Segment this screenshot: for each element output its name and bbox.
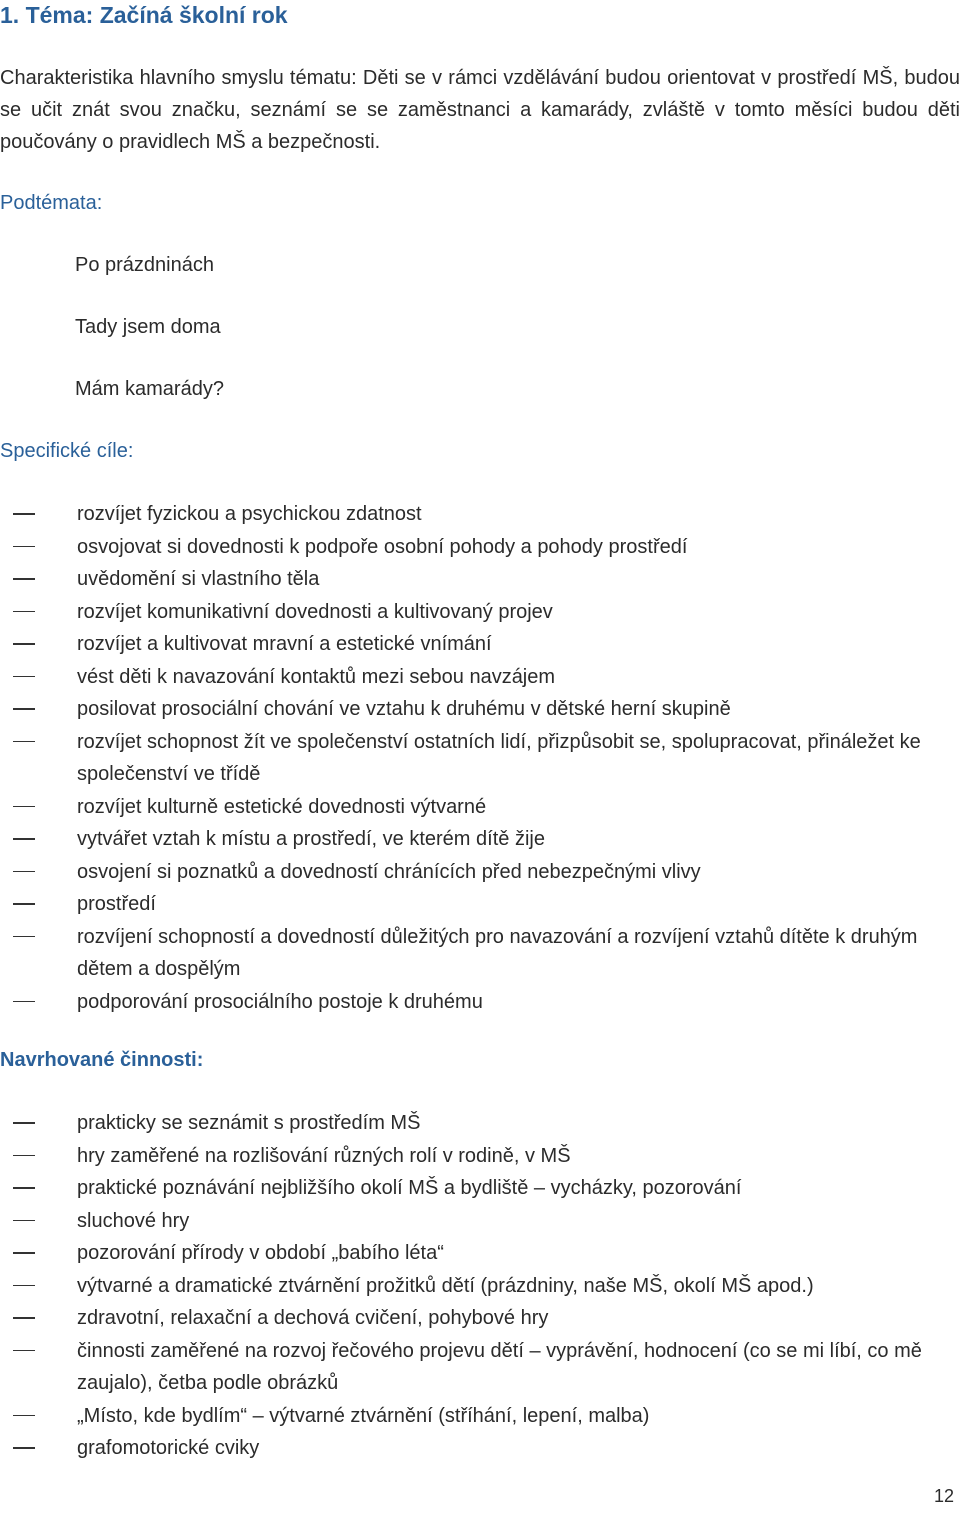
goal-item	[0, 921, 947, 986]
dash-bullet-icon	[13, 806, 35, 808]
dash-bullet-icon	[13, 1317, 35, 1319]
goal-text: rozvíjet schopnost žít ve společenství ostatních lidí, přizpůsobit se, spolupracovat, přináležet ke společenství ve třídě	[77, 730, 921, 785]
goal-item	[0, 531, 947, 564]
goal-item	[0, 791, 947, 824]
activity-text: praktické poznávání nejbližšího okolí MŠ a bydliště – vycházky, pozorování	[77, 1177, 742, 1199]
dash-bullet-icon	[13, 1220, 35, 1222]
activity-item	[0, 1270, 947, 1303]
dash-bullet-icon	[13, 903, 35, 905]
activity-text: výtvarné a dramatické ztvárnění prožitků dětí (prázdniny, naše MŠ, okolí MŠ apod.)	[77, 1274, 814, 1297]
dash-bullet-icon	[13, 838, 35, 840]
page-number: 12	[933, 1486, 954, 1506]
goal-text: vytvářet vztah k místu a prostředí, ve kterém dítě žije	[77, 828, 545, 850]
dash-bullet-icon	[13, 578, 35, 580]
activity-item	[0, 1400, 947, 1433]
activity-item	[0, 1172, 947, 1205]
activity-text: pozorování přírody v období „babího léta“	[77, 1242, 444, 1264]
activity-text: hry zaměřené na rozlišování různých rolí v rodině, v MŠ	[77, 1144, 571, 1167]
goal-text: podporování prosociálního postoje k druhému	[77, 990, 483, 1013]
subtopic-item: Po prázdninách	[75, 254, 214, 276]
goal-item	[0, 596, 947, 629]
activity-text: sluchové hry	[77, 1209, 190, 1232]
dash-bullet-icon	[13, 1187, 35, 1189]
dash-bullet-icon	[13, 1122, 35, 1124]
activity-item	[0, 1140, 947, 1173]
subtopics-heading: Podtémata:	[0, 192, 103, 214]
goals-list	[0, 498, 960, 1018]
page-title: 1. Téma: Začíná školní rok	[0, 2, 288, 28]
dash-bullet-icon	[13, 936, 35, 938]
dash-bullet-icon	[13, 546, 35, 548]
goal-text: osvojovat si dovednosti k podpoře osobní pohody a pohody prostředí	[77, 535, 688, 558]
goal-text: prostředí	[77, 893, 156, 915]
activity-item	[0, 1302, 947, 1335]
activity-item	[0, 1107, 947, 1140]
activities-list	[0, 1107, 960, 1465]
theme-description: Charakteristika hlavního smyslu tématu: Děti se v rámci vzdělávání budou orientovat v prostředí MŠ, budou se učit znát svou značku, seznámí se se zaměstnanci a kamarády, zvláště v tomto měsíci budou děti poučovány o pravidlech MŠ a bezpečnosti.	[0, 67, 960, 153]
goal-text: osvojení si poznatků a dovedností chránících před nebezpečnými vlivy	[77, 860, 701, 883]
dash-bullet-icon	[13, 1155, 35, 1157]
activity-item	[0, 1237, 947, 1270]
goal-item	[0, 693, 947, 726]
subtopic-item: Mám kamarády?	[75, 378, 224, 400]
activity-text: „Místo, kde bydlím“ – výtvarné ztvárnění (stříhání, lepení, malba)	[77, 1404, 650, 1427]
dash-bullet-icon	[13, 1415, 35, 1417]
goal-text: rozvíjet komunikativní dovednosti a kultivovaný projev	[77, 600, 553, 623]
dash-bullet-icon	[13, 513, 35, 515]
activities-heading: Navrhované činnosti:	[0, 1049, 204, 1071]
goal-item	[0, 888, 947, 921]
dash-bullet-icon	[13, 1447, 35, 1449]
dash-bullet-icon	[13, 676, 35, 678]
goal-item	[0, 628, 947, 661]
dash-bullet-icon	[13, 643, 35, 645]
subtopics-list	[75, 248, 675, 434]
goal-text: uvědomění si vlastního těla	[77, 568, 320, 590]
dash-bullet-icon	[13, 1001, 35, 1003]
activity-item	[0, 1335, 947, 1400]
activity-text: prakticky se seznámit s prostředím MŠ	[77, 1112, 421, 1134]
dash-bullet-icon	[13, 708, 35, 710]
goal-item	[0, 726, 947, 791]
subtopic-item: Tady jsem doma	[75, 316, 221, 338]
goal-item	[0, 823, 947, 856]
activity-text: činnosti zaměřené na rozvoj řečového projevu dětí – vyprávění, hodnocení (co se mi líbí, co mě zaujalo), četba podle obrázků	[77, 1339, 922, 1394]
activity-text: zdravotní, relaxační a dechová cvičení, pohybové hry	[77, 1307, 549, 1329]
goal-item	[0, 661, 947, 694]
goals-heading: Specifické cíle:	[0, 440, 134, 462]
goal-text: rozvíjet kulturně estetické dovednosti výtvarné	[77, 795, 487, 818]
goal-text: posilovat prosociální chování ve vztahu k druhému v dětské herní skupině	[77, 698, 731, 720]
goal-text: rozvíjení schopností a dovedností důležitých pro navazování a rozvíjení vztahů dítěte k druhým dětem a dospělým	[77, 925, 918, 980]
activity-item	[0, 1205, 947, 1238]
dash-bullet-icon	[13, 1252, 35, 1254]
dash-bullet-icon	[13, 1285, 35, 1287]
goal-item	[0, 856, 947, 889]
dash-bullet-icon	[13, 741, 35, 743]
goal-text: rozvíjet a kultivovat mravní a estetické vnímání	[77, 633, 492, 655]
activity-item	[0, 1432, 947, 1465]
activity-text: grafomotorické cviky	[77, 1437, 260, 1459]
goal-text: vést děti k navazování kontaktů mezi sebou navzájem	[77, 665, 556, 688]
goal-item	[0, 986, 947, 1019]
goal-text: rozvíjet fyzickou a psychickou zdatnost	[77, 503, 422, 525]
dash-bullet-icon	[13, 871, 35, 873]
goal-item	[0, 563, 947, 596]
dash-bullet-icon	[13, 611, 35, 613]
dash-bullet-icon	[13, 1350, 35, 1352]
goal-item	[0, 498, 947, 531]
